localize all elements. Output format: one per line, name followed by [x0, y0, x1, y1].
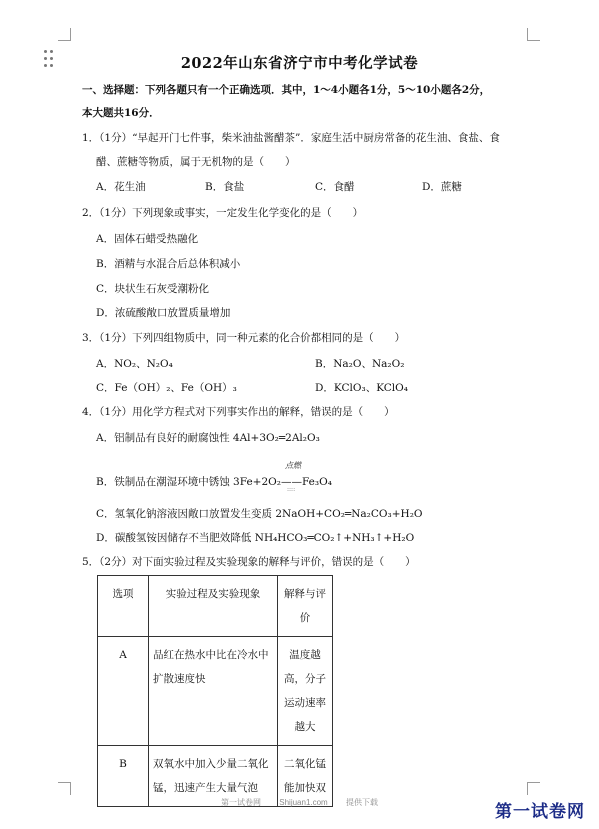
table-cell: 二氧化锰能加快双	[278, 746, 333, 807]
crop-mark-top-right	[527, 28, 540, 41]
crop-mark-bottom-right	[527, 782, 540, 795]
q1-option-d: D．蔗糖	[422, 181, 462, 193]
q4-option-b: B．铁制品在潮湿环境中锈蚀 3Fe+2O₂——Fe₃O₄	[96, 476, 332, 488]
table-header-cell: 选项	[98, 576, 149, 637]
q4-option-a: A．铝制品有良好的耐腐蚀性 4Al+3O₂═2Al₂O₃	[96, 432, 320, 444]
section-instructions-line1: 一、选择题：下列各题只有一个正确选项．其中，1～4小题各1分，5～10小题各2分，	[82, 84, 491, 96]
watermark-logo: 第一试卷网	[495, 802, 585, 822]
q2-stem: 2．（1分）下列现象或事实，一定发生化学变化的是（ ）	[82, 207, 364, 219]
q4-option-c: C．氢氧化钠溶液因敞口放置发生变质 2NaOH+CO₂═Na₂CO₃+H₂O	[96, 508, 423, 520]
q5-table	[97, 575, 333, 807]
page-title: 2022年山东省济宁市中考化学试卷	[180, 55, 419, 72]
q3-option-c: C．Fe（OH）₂、Fe（OH）₃	[96, 382, 237, 394]
q3-option-d: D．KClO₃、KClO₄	[315, 382, 408, 394]
q1-option-c: C．食醋	[315, 181, 355, 193]
crop-mark-bottom-left	[58, 782, 71, 795]
q2-option-b: B．酒精与水混合后总体积减小	[96, 258, 241, 270]
q2-option-d: D．浓硫酸敞口放置质量增加	[96, 307, 231, 319]
table-header-cell: 实验过程及实验现象	[149, 576, 278, 637]
section-instructions-line2: 本大题共16分．	[82, 107, 160, 119]
q1-stem-line2: 醋、蔗糖等物质，属于无机物的是（ ）	[96, 156, 296, 168]
q4-condition-marker: ::::	[287, 486, 296, 493]
q1-option-a: A．花生油	[96, 181, 146, 193]
table-header-cell: 解释与评价	[278, 576, 333, 637]
q3-option-b: B．Na₂O、Na₂O₂	[315, 358, 405, 370]
table-cell: B	[98, 746, 149, 807]
q1-stem-line1: 1．（1分）“早起开门七件事，柴米油盐酱醋茶”．家庭生活中厨房常备的花生油、食盐、食	[82, 132, 500, 144]
table-cell: A	[98, 637, 149, 746]
q2-option-c: C．块状生石灰受潮粉化	[96, 283, 210, 295]
table-cell: 品红在热水中比在冷水中扩散速度快	[149, 637, 278, 746]
table-cell: 双氧水中加入少量二氧化锰，迅速产生大量气泡	[149, 746, 278, 807]
footer-download-text: 提供下载	[345, 798, 378, 807]
q3-stem: 3．（1分）下列四组物质中，同一种元素的化合价都相同的是（ ）	[82, 332, 406, 344]
q2-option-a: A．固体石蜡受热融化	[96, 233, 199, 245]
q3-option-a: A．NO₂、N₂O₄	[96, 358, 173, 370]
table-row	[98, 637, 333, 746]
footer-site-url[interactable]: Shijuan1.com	[279, 798, 328, 807]
table-cell: 温度越高，分子运动速率越大	[278, 637, 333, 746]
q4-stem: 4．（1分）用化学方程式对下列事实作出的解释，错误的是（ ）	[82, 406, 395, 418]
q1-option-b: B．食盐	[205, 181, 245, 193]
crop-mark-top-left	[58, 28, 71, 41]
footer-site-name: 第一试卷网	[221, 798, 262, 807]
q4-reaction-condition: 点燃	[285, 461, 301, 470]
q5-stem: 5．（2分）对下面实验过程及实验现象的解释与评价，错误的是（ ）	[82, 556, 416, 568]
table-header-row	[98, 576, 333, 637]
q4-option-d: D．碳酸氢铵因储存不当肥效降低 NH₄HCO₃═CO₂↑+NH₃↑+H₂O	[96, 532, 415, 544]
